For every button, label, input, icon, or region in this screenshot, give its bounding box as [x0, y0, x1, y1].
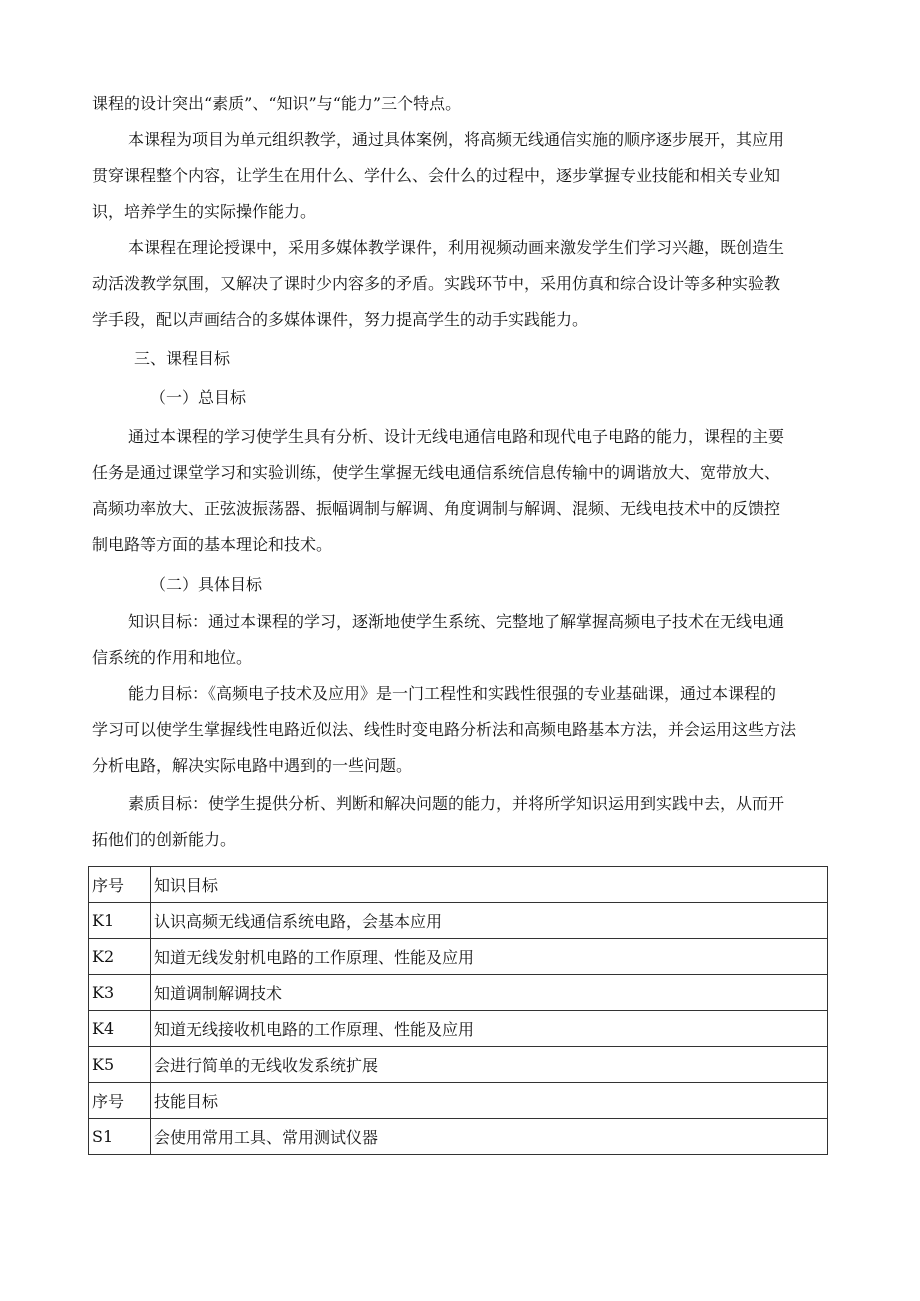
table-row	[89, 903, 828, 939]
table-cell-number: K3	[89, 975, 151, 1011]
paragraph-line: 贯穿课程整个内容，让学生在用什么、学什么、会什么的过程中，逐步掌握专业技能和相关专业知	[92, 166, 781, 185]
paragraph-line: 分析电路，解决实际电路中遇到的一些问题。	[92, 756, 413, 775]
objectives-table	[88, 866, 828, 1155]
table-row	[89, 1011, 828, 1047]
paragraph-line: 拓他们的创新能力。	[92, 830, 237, 849]
table-cell-number: 序号	[89, 1083, 151, 1119]
table-cell-text: 知道无线接收机电路的工作原理、性能及应用	[151, 1011, 828, 1047]
table-row	[89, 975, 828, 1011]
paragraph-line: 本课程在理论授课中，采用多媒体教学课件，利用视频动画来激发学生们学习兴趣，既创造生	[128, 238, 785, 257]
table-cell-number: K2	[89, 939, 151, 975]
table-cell-text: 会进行简单的无线收发系统扩展	[151, 1047, 828, 1083]
table-cell-text: 会使用常用工具、常用测试仪器	[151, 1119, 828, 1155]
table-cell-number: K1	[89, 903, 151, 939]
table-cell-number: K4	[89, 1011, 151, 1047]
table-row	[89, 867, 828, 903]
paragraph-line: 动活泼教学氛围，又解决了课时少内容多的矛盾。实践环节中，采用仿真和综合设计等多种实验教	[92, 274, 781, 293]
table-row	[89, 1047, 828, 1083]
table-cell-text: 知道调制解调技术	[151, 975, 828, 1011]
table-cell-number: 序号	[89, 867, 151, 903]
table-cell-text: 认识高频无线通信系统电路，会基本应用	[151, 903, 828, 939]
paragraph-line: 任务是通过课堂学习和实验训练，使学生掌握无线电通信系统信息传输中的调谐放大、宽带放大、	[92, 463, 781, 482]
paragraph-line: 高频功率放大、正弦波振荡器、振幅调制与解调、角度调制与解调、混频、无线电技术中的反馈控	[92, 499, 781, 518]
table-cell-text: 知识目标	[151, 867, 828, 903]
paragraph-line: 通过本课程的学习使学生具有分析、设计无线电通信电路和现代电子电路的能力，课程的主要	[128, 427, 785, 446]
table-cell-text: 技能目标	[151, 1083, 828, 1119]
table-row	[89, 1083, 828, 1119]
paragraph-line: 素质目标：使学生提供分析、判断和解决问题的能力，并将所学知识运用到实践中去，从而开	[128, 794, 785, 813]
paragraph-line: 能力目标：《高频电子技术及应用》是一门工程性和实践性很强的专业基础课，通过本课程的	[128, 684, 777, 703]
table-cell-number: S1	[89, 1119, 151, 1155]
section-heading: 三、课程目标	[134, 349, 231, 368]
paragraph-line: 识，培养学生的实际操作能力。	[92, 202, 317, 221]
table-row	[89, 1119, 828, 1155]
paragraph-line: 制电路等方面的基本理论和技术。	[92, 535, 333, 554]
paragraph-line: 信系统的作用和地位。	[92, 648, 253, 667]
paragraph-line: 学习可以使学生掌握线性电路近似法、线性时变电路分析法和高频电路基本方法，并会运用这些方法	[92, 720, 797, 739]
table-row	[89, 939, 828, 975]
paragraph-line: 学手段，配以声画结合的多媒体课件，努力提高学生的动手实践能力。	[92, 310, 589, 329]
table-cell-number: K5	[89, 1047, 151, 1083]
paragraph-line: 知识目标：通过本课程的学习，逐渐地使学生系统、完整地了解掌握高频电子技术在无线电通	[128, 612, 785, 631]
subsection-heading: （二）具体目标	[150, 575, 263, 594]
subsection-heading: （一）总目标	[150, 388, 247, 407]
paragraph-line: 课程的设计突出“素质”、“知识”与“能力”三个特点。	[92, 94, 462, 113]
table-cell-text: 知道无线发射机电路的工作原理、性能及应用	[151, 939, 828, 975]
paragraph-line: 本课程为项目为单元组织教学，通过具体案例，将高频无线通信实施的顺序逐步展开，其应用	[128, 130, 785, 149]
